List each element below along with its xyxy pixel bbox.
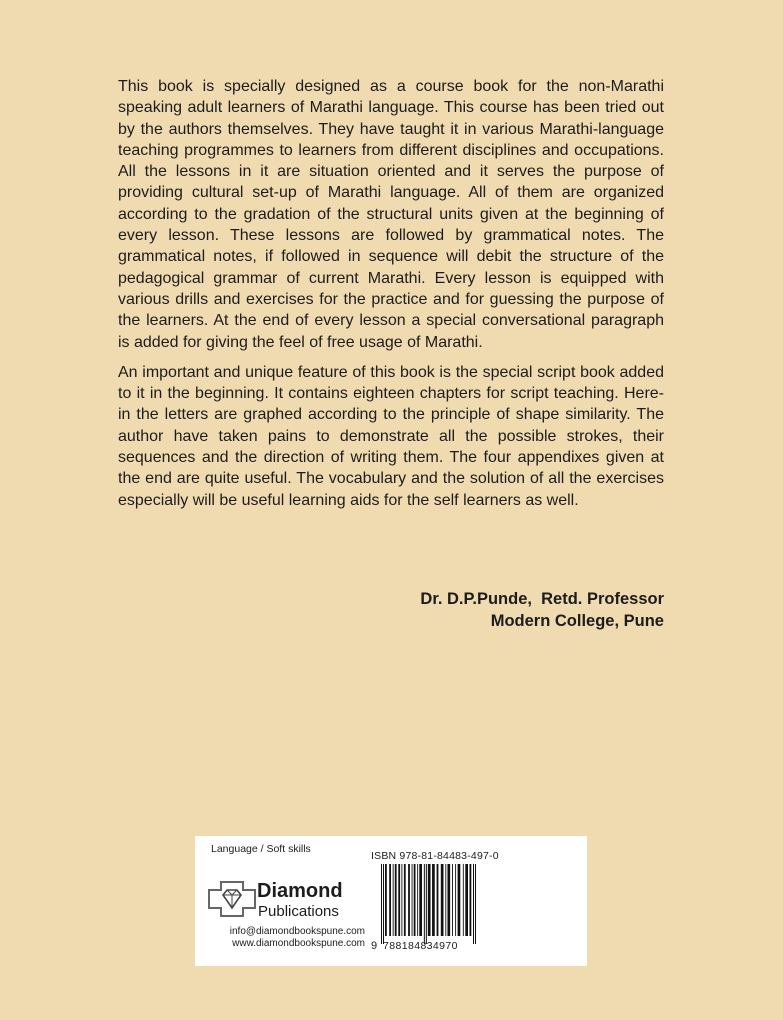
barcode-digits: 788184834970 (383, 940, 458, 952)
blurb-paragraph-2: An important and unique feature of this book is the special script book added to it in the beginning. It contains eighteen chapters for script teaching. Here-in the letters are graphed according to the principle of shape similarity. The author have taken pains to demonstrate all the possible strokes, their sequences and the direction of writing them. The four appendixes given at the end are quite useful. The vocabulary and the solution of all the exercises especially will be useful learning aids for the self learners as well. (118, 363, 664, 509)
author-signature (420, 588, 664, 632)
signature-name-title: Dr. D.P.Punde, Retd. Professor (420, 590, 664, 608)
isbn-number: ISBN 978-81-84483-497-0 (371, 850, 499, 862)
back-cover-blurb (118, 76, 664, 520)
category-label: Language / Soft skills (211, 843, 311, 855)
barcode (381, 864, 483, 944)
barcode-first-digit: 9 (371, 940, 378, 952)
publisher-email: info@diamondbookspune.com (229, 926, 365, 937)
blurb-paragraph-1: This book is specially designed as a course book for the non-Marathi speaking adult learners of Marathi language. This course has been tried out by the authors themselves. They have taught it in various Marathi-language teaching programmes to learners from different disciplines and occupations. All the lessons in it are situation oriented and it serves the purpose of providing cultural set-up of Marathi language. All of them are organized according to the gradation of the structural units given at the beginning of every lesson. These lessons are followed by grammatical notes. The grammatical notes, if followed in sequence will debit the structure of the pedagogical grammar of current Marathi. Every lesson is equipped with various drills and exercises for the practice and for guessing the purpose of the learners. At the end of every lesson a special conversational paragraph is added for giving the feel of free usage of Marathi. (118, 78, 664, 351)
publisher-name: Diamond (257, 880, 343, 902)
signature-affiliation: Modern College, Pune (490, 612, 664, 630)
publisher-label-box (195, 836, 587, 966)
publisher-subtitle: Publications (258, 903, 339, 920)
publisher-contact (195, 926, 365, 950)
publisher-website: www.diamondbookspune.com (232, 938, 365, 949)
diamond-logo-icon (207, 878, 257, 920)
